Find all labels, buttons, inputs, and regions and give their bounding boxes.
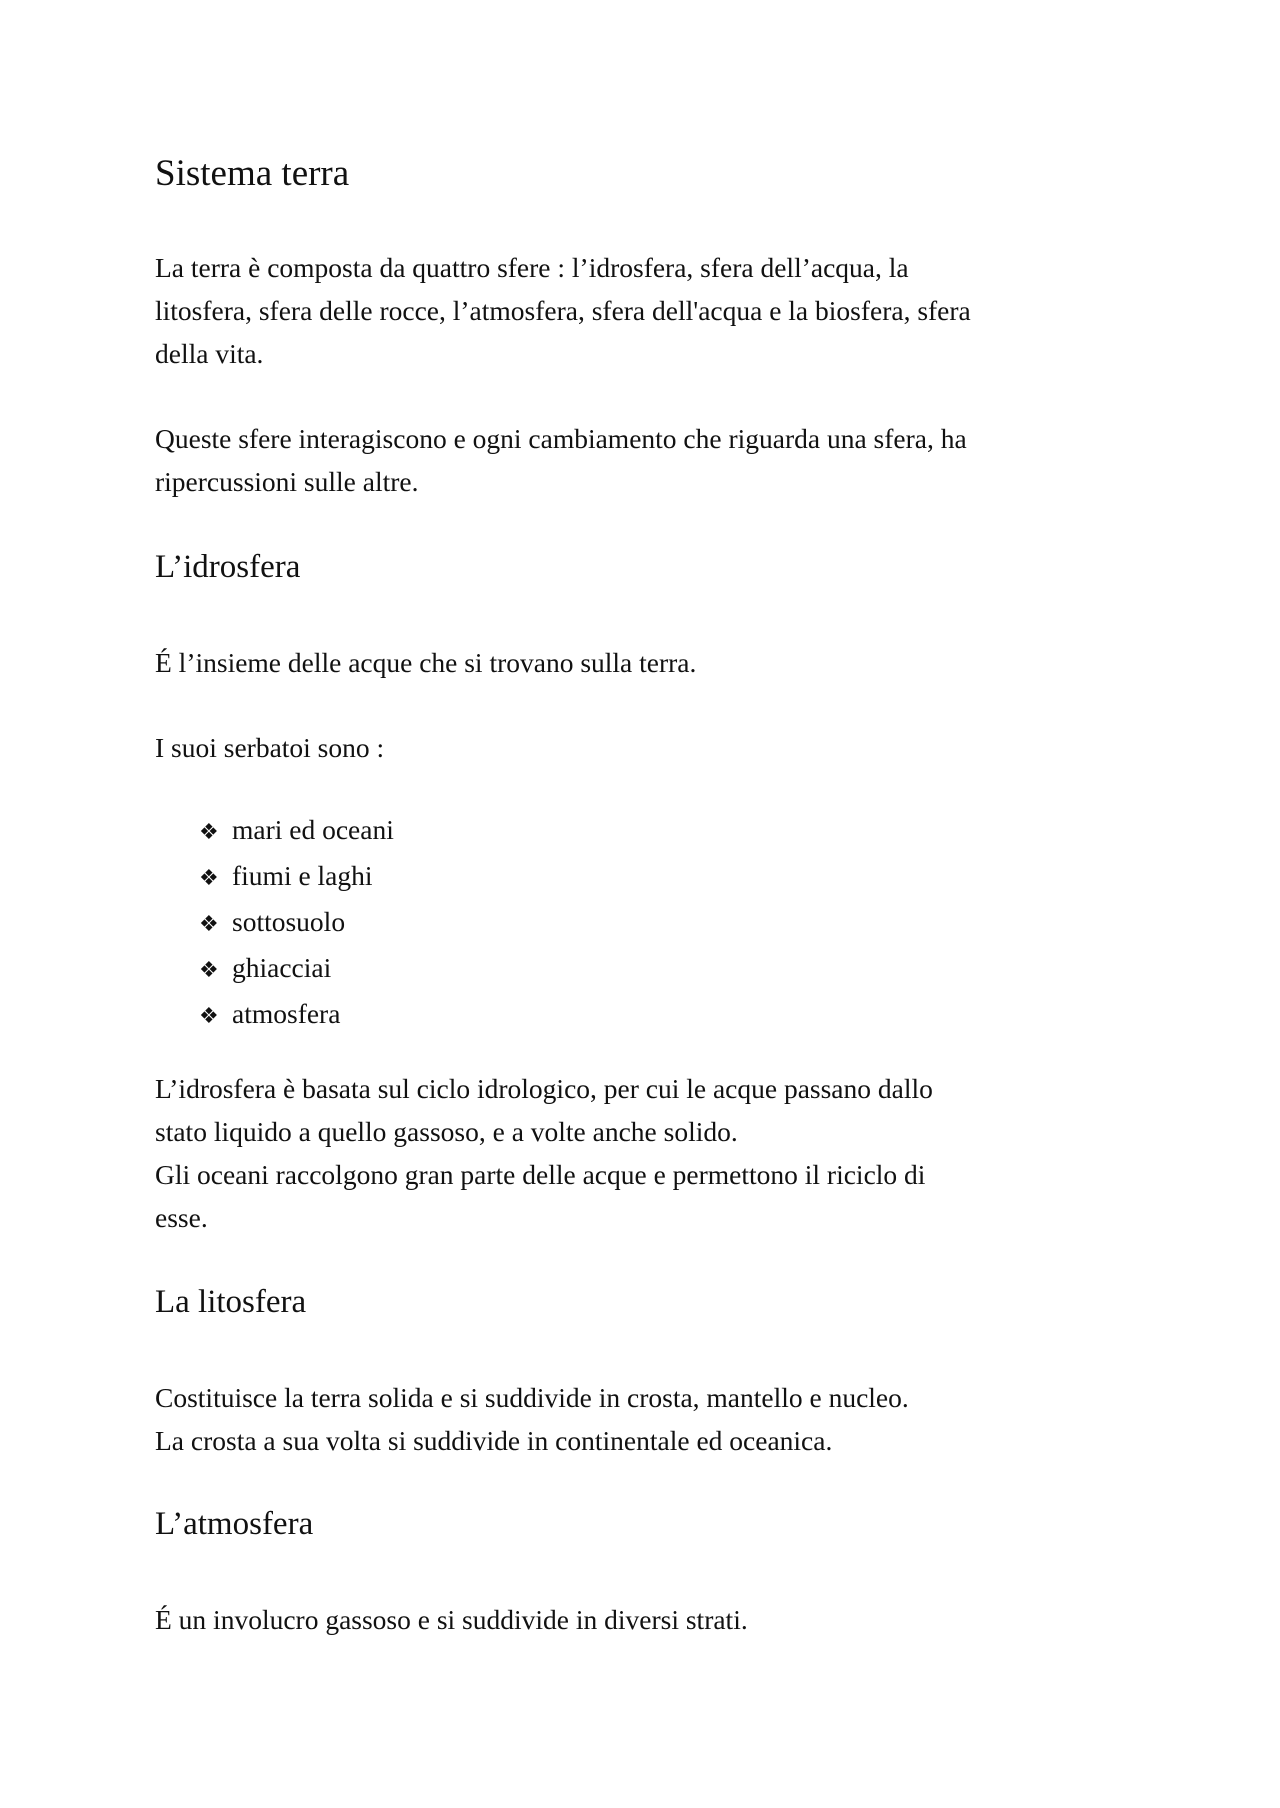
diamond-bullet-icon: ❖ [199, 1004, 219, 1029]
intro-line: della vita. [155, 338, 264, 369]
page-title: Sistema terra [155, 153, 350, 194]
atmosfera-heading: L’atmosfera [155, 1506, 314, 1542]
cycle-line: esse. [155, 1202, 208, 1233]
intro-line: litosfera, sfera delle rocce, l’atmosfera, sfera dell'acqua e la biosfera, sfera [155, 295, 971, 326]
litosfera-heading: La litosfera [155, 1284, 307, 1320]
list-item-label: sottosuolo [232, 906, 346, 937]
litosfera-line: Costituisce la terra solida e si suddivide in crosta, mantello e nucleo. [155, 1382, 909, 1413]
intro-paragraph [155, 246, 1135, 375]
cycle-line: stato liquido a quello gassoso, e a volte anche solido. [155, 1116, 738, 1147]
list-item [199, 992, 394, 1038]
interaction-paragraph [155, 417, 1135, 503]
idrosfera-definition-text: É l’insieme delle acque che si trovano sulla terra. [155, 647, 697, 678]
list-item-label: mari ed oceani [232, 814, 394, 845]
idrosfera-heading: L’idrosfera [155, 549, 301, 585]
atmosfera-text: É un involucro gassoso e si suddivide in diversi strati. [155, 1604, 748, 1635]
list-item-label: atmosfera [232, 998, 341, 1029]
diamond-bullet-icon: ❖ [199, 820, 219, 845]
diamond-bullet-icon: ❖ [199, 912, 219, 937]
cycle-line: L’idrosfera è basata sul ciclo idrologico, per cui le acque passano dallo [155, 1073, 933, 1104]
list-item [199, 900, 394, 946]
reservoirs-list [199, 808, 394, 1038]
list-item [199, 854, 394, 900]
litosfera-paragraph [155, 1376, 1135, 1462]
list-item [199, 808, 394, 854]
interaction-line: Queste sfere interagiscono e ogni cambiamento che riguarda una sfera, ha [155, 423, 967, 454]
reservoirs-intro-text: I suoi serbatoi sono : [155, 732, 385, 763]
intro-line: La terra è composta da quattro sfere : l’idrosfera, sfera dell’acqua, la [155, 252, 909, 283]
list-item-label: ghiacciai [232, 952, 332, 983]
litosfera-line: La crosta a sua volta si suddivide in continentale ed oceanica. [155, 1425, 833, 1456]
diamond-bullet-icon: ❖ [199, 866, 219, 891]
idrosfera-cycle-paragraph [155, 1067, 1135, 1239]
list-item-label: fiumi e laghi [232, 860, 373, 891]
interaction-line: ripercussioni sulle altre. [155, 466, 419, 497]
cycle-line: Gli oceani raccolgono gran parte delle acque e permettono il riciclo di [155, 1159, 926, 1190]
list-item [199, 946, 394, 992]
atmosfera-paragraph [155, 1598, 1135, 1641]
reservoirs-intro [155, 726, 1135, 769]
idrosfera-definition [155, 641, 1135, 684]
diamond-bullet-icon: ❖ [199, 958, 219, 983]
